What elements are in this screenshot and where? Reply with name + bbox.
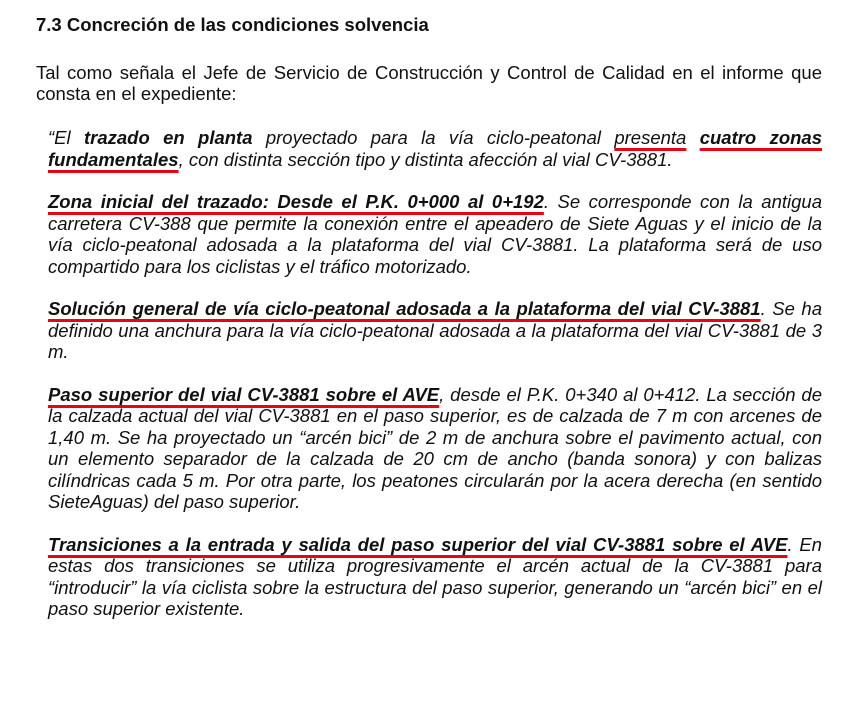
document-page [36, 14, 822, 641]
p1-text-1: “El [48, 127, 84, 148]
section-heading: 7.3 Concreción de las condiciones solvencia [36, 14, 429, 35]
p4-underlined-title: Paso superior del vial CV-3881 sobre el AVE [48, 383, 440, 405]
paragraph-solucion-general [48, 298, 822, 363]
paragraph-paso-superior [48, 384, 822, 513]
p5-underlined-title: Transiciones a la entrada y salida del paso superior del vial CV-3881 sobre el AVE [48, 533, 788, 555]
p1-text-2: proyectado para la vía ciclo-peatonal [252, 127, 615, 148]
p3-underlined-title: Solución general de vía ciclo-peatonal adosada a la plataforma del vial CV-3881 [48, 298, 761, 319]
p2-underlined-title: Zona inicial del trazado: Desde el P.K. 0+000 al 0+192 [48, 191, 544, 212]
p5-text: . En estas dos transiciones se utiliza progresivamente el arcén actual de la CV-3881 para “introducir” la vía ciclista sobre la estructura del paso superior, generando un “arcén bici” en el paso superior existente. [48, 533, 822, 619]
p1-text-3: , con distinta sección tipo y distinta afección al vial CV-3881. [178, 148, 673, 170]
p3-text: . Se ha definido una anchura para la vía ciclo-peatonal adosada a la plataforma del vial CV-3881 de 3 m. [48, 298, 822, 362]
intro-paragraph: Tal como señala el Jefe de Servicio de Construcción y Control de Calidad en el informe que consta en el expediente: [36, 62, 822, 104]
paragraph-transiciones [48, 534, 822, 620]
quoted-report [48, 127, 822, 620]
p4-text: , desde el P.K. 0+340 al 0+412. La sección de la calzada actual del vial CV-3881 en el paso superior, es de calzada de 7 m con arcenes de 1,40 m. Se ha proyectado un “arcén bici” de 2 m de anchura sobre el pavimento actual, con un elemento separador de la calzada de 20 cm de ancho (banda sonora) y con balizas cilíndricas cada 5 m. Por otra parte, los peatones circularán por la acera derecha (en sentido SieteAguas) del paso superior. [48, 383, 822, 512]
paragraph-trazado [48, 127, 822, 170]
p1-underlined-presenta: presenta [614, 127, 687, 148]
paragraph-zona-inicial [48, 191, 822, 277]
p1-bold-trazado: trazado en planta [83, 127, 253, 148]
p2-text: . Se corresponde con la antigua carretera CV-388 que permite la conexión entre el apeadero de Siete Aguas y el inicio de la vía ciclo-peatonal adosada a la plataforma del vial CV-3881. La plataforma será de uso compartido para los ciclistas y el tráfico motorizado. [48, 191, 822, 277]
p1-underlined-cuatro-zonas: cuatro zonas fundamentales [48, 127, 822, 170]
p1-space [686, 127, 699, 148]
